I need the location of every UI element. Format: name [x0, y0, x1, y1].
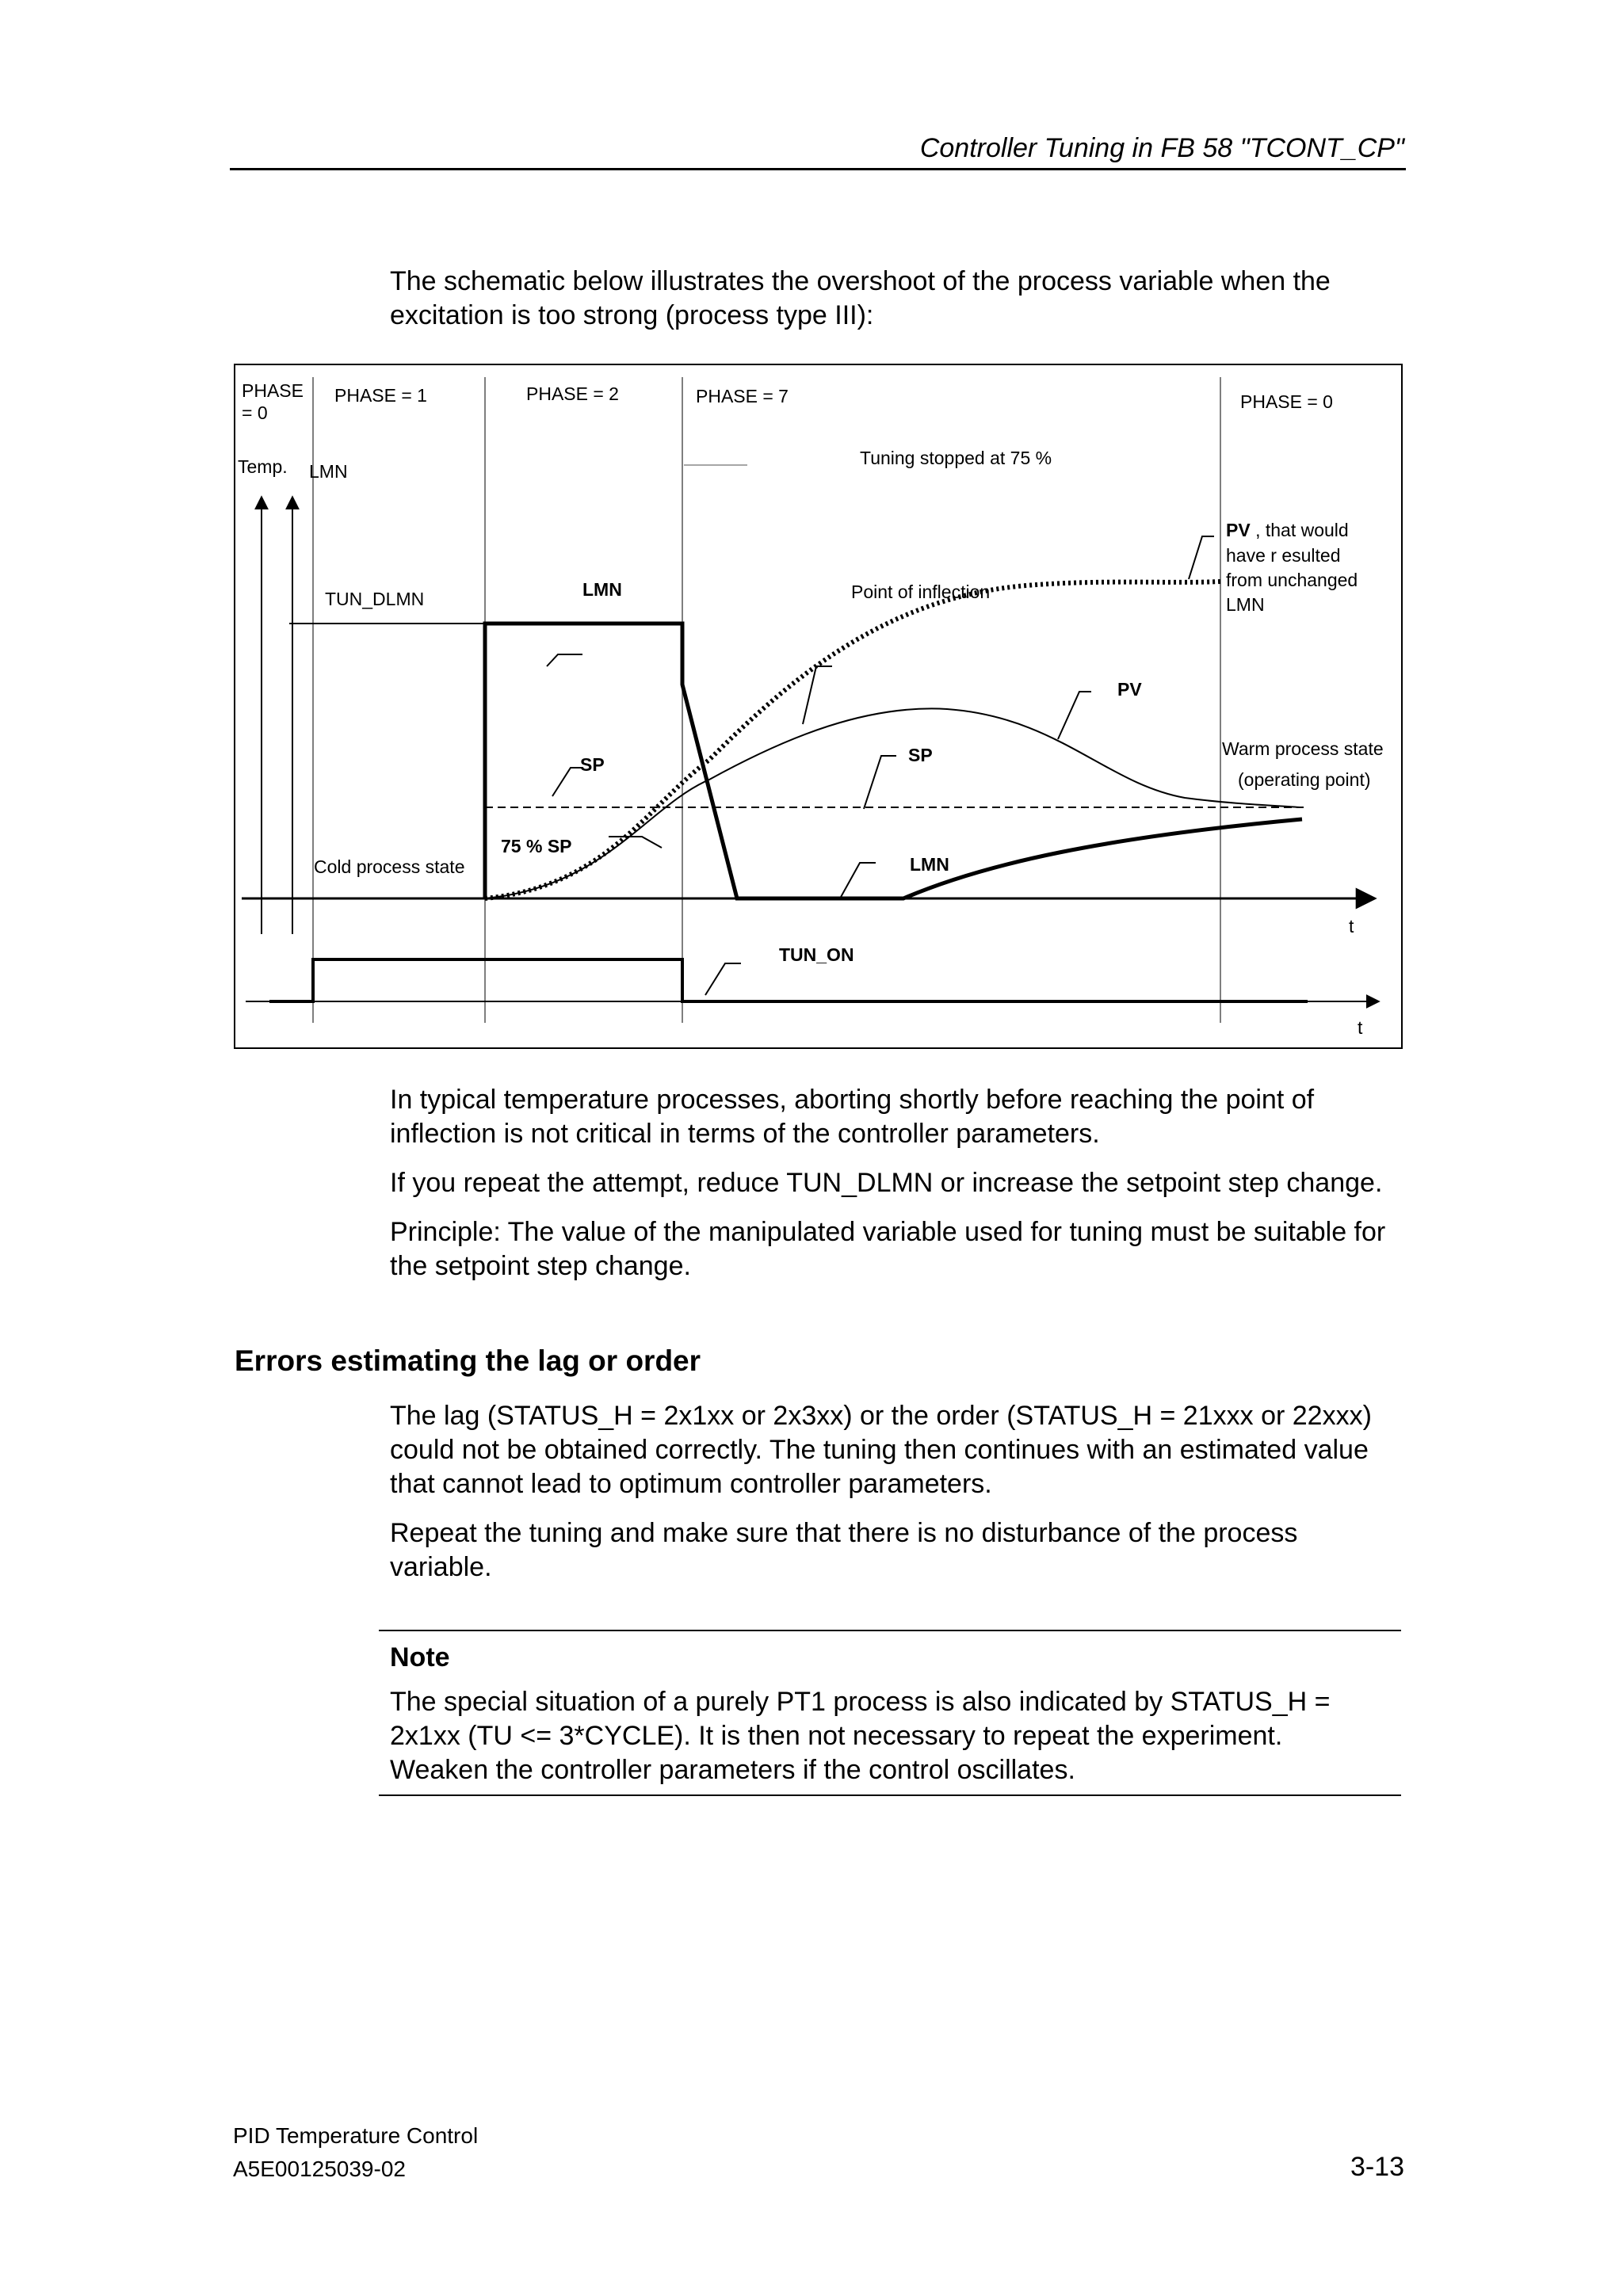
- label-pv-would-4: LMN: [1226, 594, 1265, 615]
- label-phase0-left-1: PHASE: [242, 380, 304, 401]
- leader-lmn-bottom: [840, 863, 876, 898]
- footer-doc-number: A5E00125039-02: [233, 2157, 406, 2181]
- note-paragraph: [390, 1685, 1341, 1787]
- leader-pv-would: [1189, 536, 1214, 579]
- header-rule: [230, 168, 1406, 170]
- leader-sp-left: [552, 768, 582, 796]
- label-lmn-bottom: LMN: [910, 854, 949, 875]
- label-point-inflection: Point of inflection: [851, 582, 991, 602]
- tun-on-trace: [269, 959, 1308, 1001]
- label-phase0-right: PHASE = 0: [1240, 391, 1333, 412]
- note-title: Note: [390, 1642, 450, 1672]
- label-phase0-left-2: = 0: [242, 402, 268, 423]
- section-p1: The lag (STATUS_H = 2x1xx or 2x3xx) or the order (STATUS_H = 21xxx or 22xxx) could not be obtained correctly. The tuning then continues with an estimated value that cannot lead to optimum controller parameters.: [390, 1401, 1372, 1499]
- leader-sp-mid: [864, 756, 896, 809]
- section-heading: Errors estimating the lag or order: [235, 1344, 701, 1377]
- body-paragraph-1: [390, 1083, 1388, 1151]
- note-text: The special situation of a purely PT1 process is also indicated by STATUS_H = 2x1xx (TU <= 3*CYCLE). It is then not necessary to repeat the experiment. Weaken the controller parameters if the control oscillates.: [390, 1687, 1331, 1785]
- body-p2: If you repeat the attempt, reduce TUN_DLMN or increase the setpoint step change.: [390, 1168, 1383, 1198]
- label-sp-mid: SP: [908, 745, 933, 765]
- page-number: 3-13: [1350, 2152, 1404, 2182]
- label-pv-would-2: have r esulted: [1226, 545, 1341, 566]
- body-p1: In typical temperature processes, aborting shortly before reaching the point of inflection is not critical in terms of the controller parameters.: [390, 1085, 1315, 1149]
- label-t-upper: t: [1349, 916, 1354, 936]
- label-t-lower: t: [1358, 1017, 1363, 1038]
- pv-would-trace: [485, 582, 1220, 898]
- label-phase7: PHASE = 7: [696, 386, 789, 406]
- label-sp-left: SP: [580, 754, 605, 775]
- intro-paragraph: [390, 265, 1396, 333]
- label-pv-would-3: from unchanged: [1226, 570, 1358, 590]
- body-p3: Principle: The value of the manipulated variable used for tuning must be suitable for the setpoint step change.: [390, 1217, 1386, 1281]
- section-paragraph-1: [390, 1399, 1420, 1501]
- pv-trace: [485, 708, 1300, 898]
- intro-text: The schematic below illustrates the overshoot of the process variable when the excitation is too strong (process type III):: [390, 266, 1331, 330]
- leader-lmn-top: [547, 654, 582, 666]
- lmn-trace: [485, 624, 1302, 898]
- label-phase1: PHASE = 1: [334, 385, 427, 406]
- label-pv-would-rest: , that would: [1250, 520, 1349, 540]
- body-paragraph-3: [390, 1215, 1388, 1283]
- footer-title: PID Temperature Control: [233, 2123, 479, 2148]
- label-tun-on: TUN_ON: [779, 944, 854, 965]
- leader-pv: [1058, 692, 1091, 739]
- note-rule-bottom: [379, 1794, 1401, 1796]
- label-lmn-top: LMN: [582, 579, 622, 600]
- label-pv-would-1: [1226, 520, 1349, 540]
- label-temp: Temp.: [238, 456, 288, 477]
- label-pv-would-bold: PV: [1226, 520, 1251, 540]
- label-lmn-axis: LMN: [309, 461, 348, 482]
- label-phase2: PHASE = 2: [526, 383, 619, 404]
- label-warm-2: (operating point): [1238, 769, 1371, 790]
- label-tuning-stopped: Tuning stopped at 75 %: [860, 448, 1052, 468]
- note-rule-top: [379, 1630, 1401, 1631]
- body-paragraph-2: [390, 1166, 1436, 1200]
- section-p2: Repeat the tuning and make sure that there is no disturbance of the process variable.: [390, 1518, 1298, 1582]
- label-pv: PV: [1117, 679, 1142, 700]
- section-paragraph-2: [390, 1516, 1341, 1585]
- leader-tun-on: [705, 963, 741, 995]
- running-header: Controller Tuning in FB 58 "TCONT_CP": [919, 133, 1404, 163]
- label-tun-dlmn: TUN_DLMN: [325, 589, 425, 609]
- label-75sp: 75 % SP: [501, 836, 572, 856]
- label-warm-1: Warm process state: [1222, 738, 1384, 759]
- label-cold: Cold process state: [314, 856, 465, 877]
- tuning-schematic: [234, 364, 1403, 1050]
